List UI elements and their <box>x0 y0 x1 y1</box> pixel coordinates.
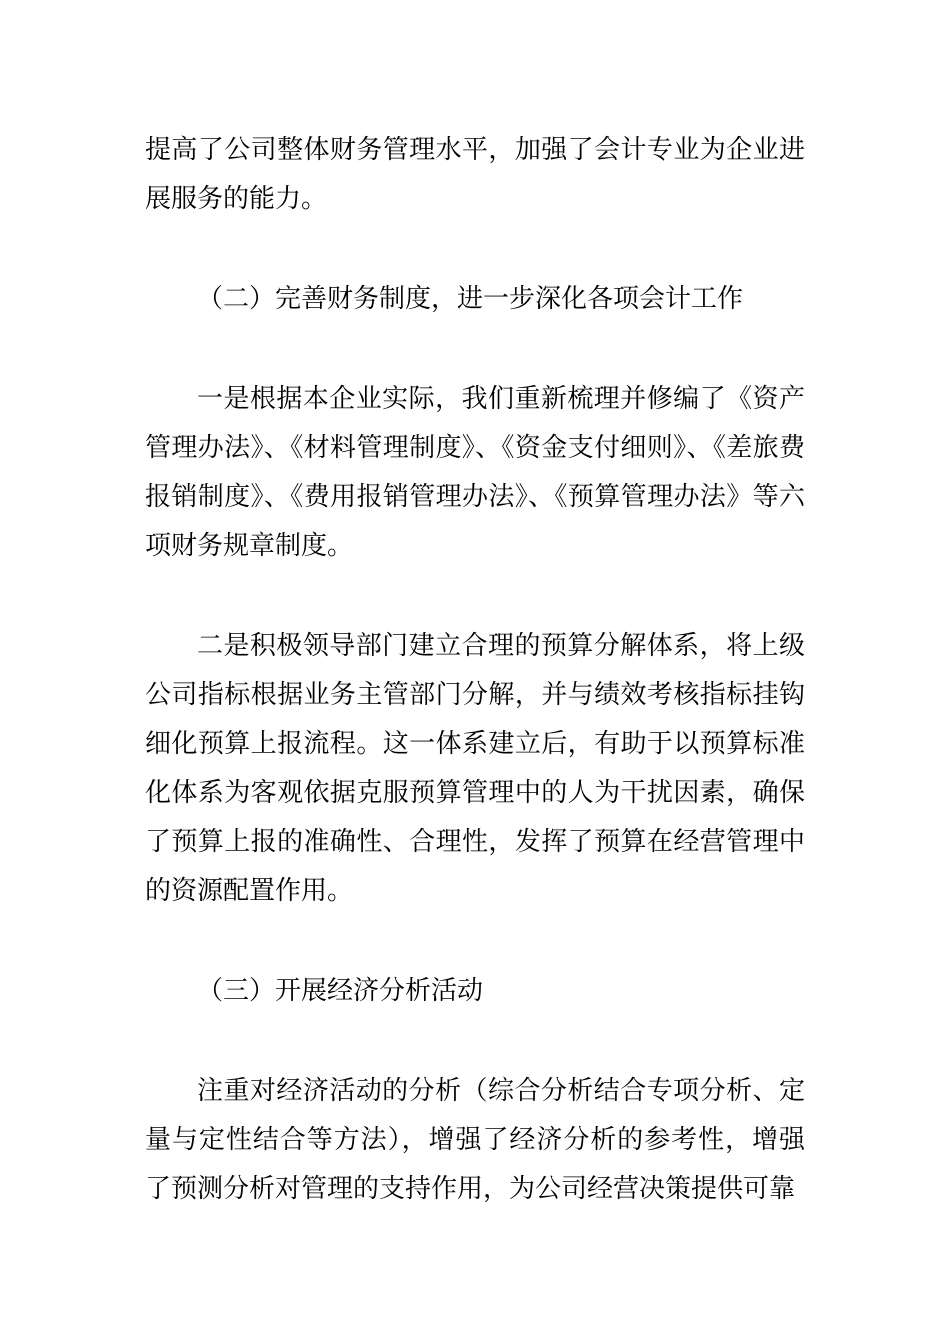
document-body <box>145 126 805 1214</box>
paragraph-gap <box>145 571 805 622</box>
paragraph-gap <box>145 224 805 275</box>
section-heading-3: （三）开展经济分析活动 <box>197 976 484 1006</box>
paragraph-gap <box>145 324 805 375</box>
paragraph-gap <box>145 1016 805 1067</box>
paragraph-budget-system: 二是积极领导部门建立合理的预算分解体系，将上级公司指标根据业务主管部门分解，并与绩效考核指标挂钩细化预算上报流程。这一体系建立后，有助于以预算标准化体系为客观依据克服预算管理中的人为干扰因素，确保了预算上报的准确性、合理性，发挥了预算在经营管理中的资源配置作用。 <box>145 631 805 906</box>
section-heading-2: （二）完善财务制度，进一步深化各项会计工作 <box>197 284 744 314</box>
paragraph-continuation: 提高了公司整体财务管理水平，加强了会计专业为企业进展服务的能力。 <box>145 135 805 214</box>
paragraph-gap <box>145 916 805 967</box>
paragraph-economic-analysis: 注重对经济活动的分析（综合分析结合专项分析、定量与定性结合等方法），增强了经济分析的参考性，增强了预测分析对管理的支持作用，为公司经营决策提供可靠 <box>145 1076 805 1204</box>
paragraph-regulations: 一是根据本企业实际，我们重新梳理并修编了《资产管理办法》、《材料管理制度》、《资金支付细则》、《差旅费报销制度》、《费用报销管理办法》、《预算管理办法》等六项财务规章制度。 <box>145 384 805 561</box>
